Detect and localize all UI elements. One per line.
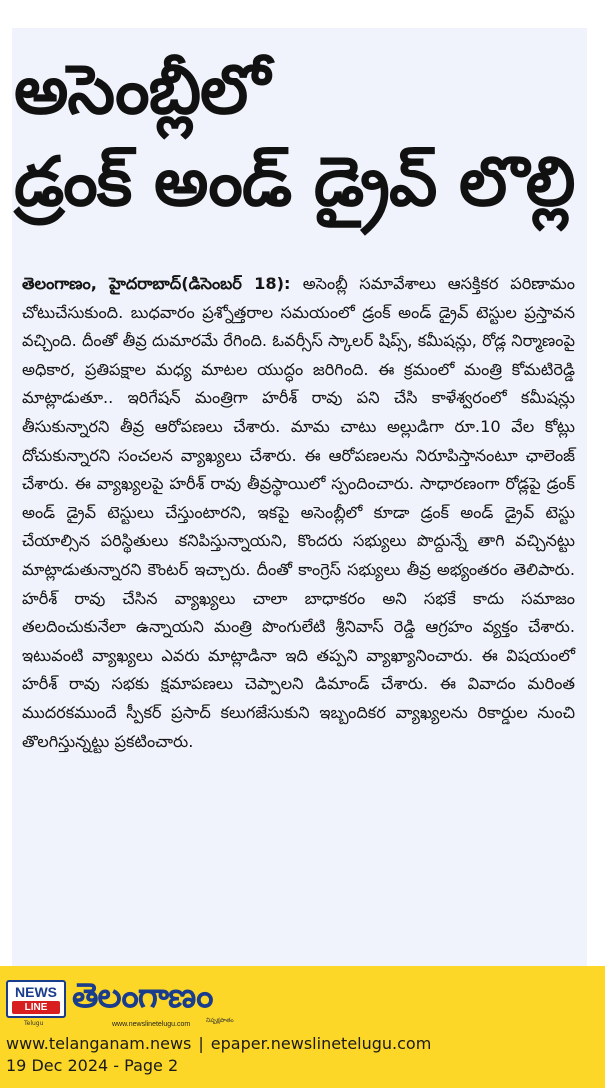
article-text: అసెంబ్లీ సమావేశాలు ఆసక్తికర పరిణామం చోటుచేసుకుంది. బుధవారం ప్రశ్నోత్తరాల సమయంలో డ్రంక్ అండ్ డ్రైవ్ టెస్టుల ప్రస్తావన వచ్చింది. దీంతో తీవ్ర దుమారమే రేగింది. ఓవర్సీస్ స్కాలర్ షిప్స్, కమీషన్లు, రోడ్ల నిర్మాణంపై అధికార, ప్రతిపక్షాల మధ్య మాటల యుద్ధం జరిగింది. ఈ క్రమంలో మంత్రి కోమటిరెడ్డి మాట్లాడుతూ.. ఇరిగేషన్ మంత్రిగా హరీశ్ రావు పని చేసి కాళేశ్వరంలో కమీషన్లు తీసుకున్నారని తీవ్ర ఆరోపణలు చేశారు. మామ చాటు అల్లుడిగా రూ.10 వేల కోట్లు దోచుకున్నారని సంచలన వ్యాఖ్యలు చేశారు. ఈ ఆరోపణలను నిరూపిస్తానంటూ ఛాలెంజ్ చేశారు. ఈ వ్యాఖ్యలపై హరీశ్ రావు తీవ్రస్థాయిలో స్పందించారు. సాధారణంగా రోడ్లపై డ్రంక్ అండ్ డ్రైవ్ టెస్టులు చేస్తుంటారని, ఇకపై అసెంబ్లీలో కూడా డ్రంక్ అండ్ డ్రైవ్ టెస్టు చేయాల్సిన పరిస్థితులు కనిపిస్తున్నాయని, కొందరు సభ్యులు పొద్దున్నే తాగి వచ్చినట్టు మాట్లాడుతున్నారని కౌంటర్ ఇచ్చారు. దీంతో కాంగ్రెస్ సభ్యులు తీవ్ర అభ్యంతరం తెలిపారు. హరీశ్ రావు చేసిన వ్యాఖ్యలు చాలా బాధాకరం అని సభకే కాదు సమాజం తలదించుకునేలా ఉన్నాయని మంత్రి పొంగులేటి శ్రీనివాస్ రెడ్డి ఆగ్రహం వ్యక్తం చేశారు. ఇటువంటి వ్యాఖ్యలు ఎవరు మాట్లాడినా ఇది తప్పని వ్యాఖ్యానించారు. ఈ విషయంలో హరీశ్ రావు సభకు క్షమాపణలు చెప్పాలని డిమాండ్ చేశారు. ఈ వివాదం మరింత ముదరకముందే స్పీకర్ ప్రసాద్ కలుగజేసుకుని ఇబ్బందికర వ్యాఖ్యలను రికార్డుల నుంచి తొలగిస్తున్నట్టు ప్రకటించారు. [22,274,575,751]
telanganam-logo: తెలంగాణం [72,976,213,1016]
footer-separator: | [198,1034,204,1053]
epaper-link[interactable]: epaper.newslinetelugu.com [210,1034,432,1053]
footer-links [6,1034,431,1053]
telanganam-link[interactable]: www.telanganam.news [6,1034,192,1053]
footer-bar [0,966,605,1088]
newsline-logo-top: NEWS [15,984,57,1000]
dateline: తెలంగాణం, హైదరాబాద్(డిసెంబర్ 18): [22,274,303,293]
telanganam-tagline: నిష్పక్షపాతం [206,1017,234,1024]
headline-line-1: అసెంబ్లీలో [14,51,270,130]
newsline-logo-sub: Telugu [24,1020,44,1027]
headline-line-2: డ్రంక్ అండ్ డ్రైవ్ లొల్లి [14,143,575,222]
date-page: 19 Dec 2024 - Page 2 [6,1056,179,1075]
article-body [22,270,575,756]
headline [14,45,574,229]
newsline-logo-bottom: LINE [12,1001,60,1014]
newsline-logo [6,980,66,1018]
logo-url: www.newslinetelugu.com [112,1021,191,1028]
